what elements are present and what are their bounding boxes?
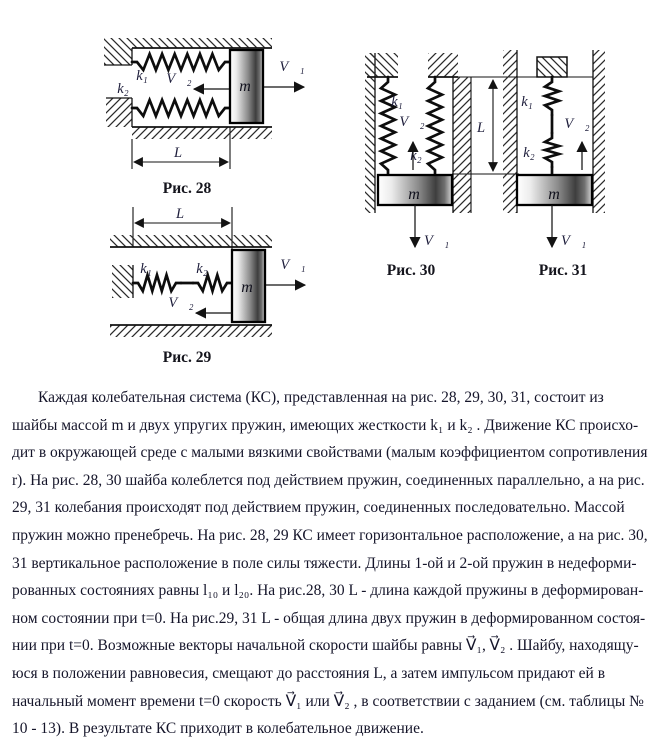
text-line: ном состоянии при t=0. На рис.29, 31 L - общая длина двух пружин в деформированном состоя- [12,609,646,627]
spring-k1 [381,77,395,175]
text-line: нии при t=0. Возможные векторы начальной скорости шайбы равны V⃗₁, V⃗₂ . Шайбу, находящу- [12,637,639,655]
figure-28-parallel-horizontal [90,33,340,203]
spring-k1 [545,77,559,115]
v2-label: V⃗₂ [399,114,425,130]
wall-lower-hatch [106,98,132,127]
text-line: дит в окружающей среде с малыми вязкими свойствами (малым коэффициентом сопротивления [12,444,648,462]
text-line: пружин можно пренебречь. На рис. 28, 29 КС имеет горизонтальное расположение, а на рис. 30, [12,526,648,544]
text-line: начальный момент времени t=0 скорость V⃗₁ или V⃗₂ , в соответствии с заданием (см. таблицы № [12,692,644,710]
v1-label: V⃗₁ [279,59,305,75]
mass-label: m [239,78,251,95]
k2-label: k₂ [523,145,535,161]
k2-label: k₂ [117,81,129,97]
spring-k2 [193,275,232,291]
problem-statement [12,384,662,743]
v2-label: V⃗₂ [564,116,590,132]
ceiling-block-hatch [537,57,567,77]
k1-label: k₁ [521,94,533,110]
ceiling-hatch [104,38,272,48]
v1-label: V⃗₁ [424,233,450,249]
ceiling-hatch [367,53,398,77]
text-line: r). На рис. 28, 30 шайба колеблется под действием пружин, соединенных параллельно, а на рис. [12,471,645,489]
spring-k2 [132,100,230,116]
spring-k2 [545,133,559,167]
text-line: рованных состояниях равны l₁₀ и l₂₀. На рис.28, 30 L - длина каждой пружины в деформирован- [12,582,644,600]
spring-k1 [133,275,181,291]
k1-label: k₁ [140,261,152,277]
mass-label: m [408,186,420,203]
mass-label: m [548,186,560,203]
L-label: L [173,145,183,161]
figure-caption: Рис. 30 [386,262,436,279]
figure-caption: Рис. 28 [162,180,212,197]
v2-label: V⃗₂ [168,295,194,311]
text-line: шайбы массой m и двух упругих пружин, имеющих жесткости k₁ и k₂ . Движение КС происхо- [12,416,639,434]
ceiling-hatch [428,53,458,77]
wall-hatch [112,265,133,298]
L-label: L [175,206,185,222]
k1-label: k₁ [136,68,148,84]
spring-k2 [428,77,442,175]
figures-30-31-vertical [355,30,655,282]
figure-caption: Рис. 31 [538,262,588,279]
text-line: 31 вертикальное расположение в поле силы тяжести. Длины 1-ой и 2-ой пружин в недеформи- [12,554,637,572]
text-line: Каждая колебательная система (КС), представленная на рис. 28, 29, 30, 31, состоит из [38,389,604,406]
L-label: L [476,120,486,136]
k2-label: k₂ [196,261,208,277]
wall-corner-hatch [104,48,132,65]
floor-hatch [110,325,272,337]
mass-label: m [241,279,253,296]
wall-hatch-right [593,50,605,213]
text-line: 10 - 13). В результате КС приходит в колебательное движение. [12,720,424,738]
floor-hatch [132,127,272,139]
v2-label: V⃗₂ [166,71,192,87]
wall-hatch-left [503,50,517,213]
text-line: 29, 31 колебания происходят под действием пружин, соединенных последовательно. Массой [12,499,625,517]
text-line: юся в положении равновесия, смещают до расстояния L, а затем импульсом придают ей в [12,664,606,682]
k2-label: k₂ [410,148,422,164]
wall-hatch-middle [453,77,471,213]
ceiling-hatch [110,235,272,247]
v1-label: V⃗₁ [561,233,587,249]
k1-label: k₁ [391,94,403,110]
v1-label: V⃗₁ [280,257,306,273]
figure-29-series-horizontal [90,203,340,370]
figure-caption: Рис. 29 [162,349,212,366]
